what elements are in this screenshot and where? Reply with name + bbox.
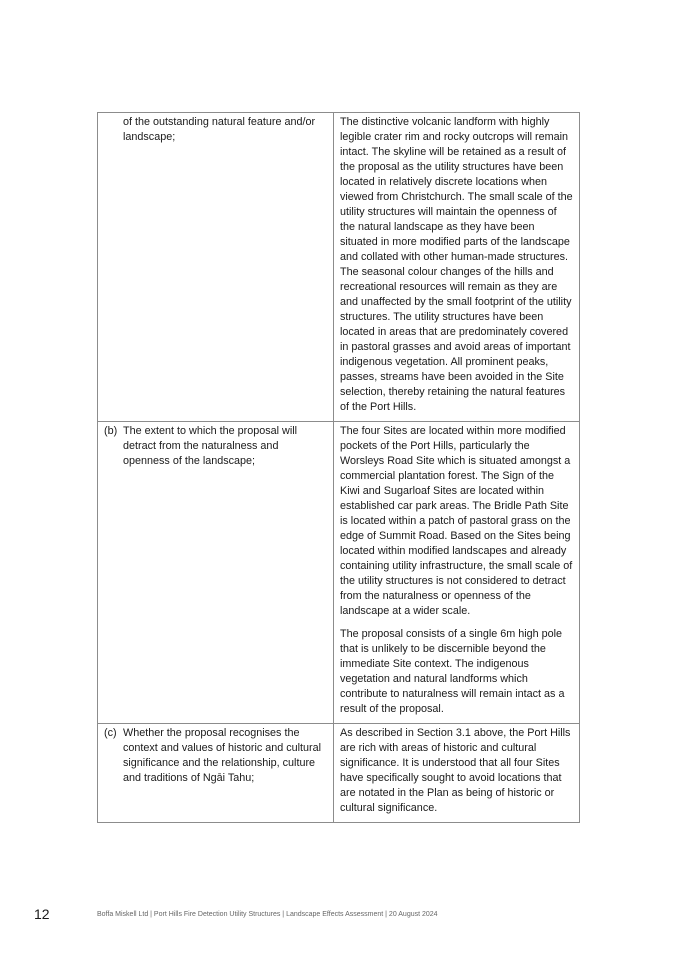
response-cell [334,113,580,422]
criterion-cell [98,113,334,422]
response-cell [334,422,580,724]
response-paragraph: The proposal consists of a single 6m high pole that is unlikely to be discernible beyond the immediate Site context. The indigenous vegetation and natural landforms which contribute to naturalness will remain intact as a result of the proposal. [340,628,565,715]
table-row [98,422,580,724]
criterion-text: of the outstanding natural feature and/or landscape; [123,116,316,143]
table-row [98,724,580,823]
response-paragraph: The distinctive volcanic landform with highly legible crater rim and rocky outcrops will remain intact. The skyline will be retained as a result of the proposal as the utility structures have been located in relatively discrete locations when viewed from Christchurch. The small scale of the utility structures will maintain the openness of the natural landscape as they have been situated in more modified parts of the landscape and collated with other human-made structures. The seasonal colour changes of the hills and recreational resources will remain as they are and unaffected by the small footprint of the utility structures. The utility structures have been located in areas that are predominately covered in pastoral grasses and avoid areas of important indigenous vegetation. All prominent peaks, passes, streams have been avoided in the Site selection, thereby retaining the natural features of the Port Hills. [340,116,573,413]
response-paragraph: As described in Section 3.1 above, the Port Hills are rich with areas of historic and cultural significance. It is understood that all four Sites have specifically sought to avoid locations that are notated in the Plan as being of historic or cultural significance. [340,727,571,814]
criterion [104,115,327,145]
assessment-criteria-table [97,112,580,823]
page-number: 12 [34,906,50,922]
criterion-text: Whether the proposal recognises the context and values of historic and cultural significance and the relationship, culture and traditions of Ngāi Tahu; [123,727,322,784]
criterion-text: The extent to which the proposal will detract from the naturalness and openness of the landscape; [123,425,298,467]
criterion [104,424,327,469]
criterion-letter: (b) [104,425,118,437]
criterion [104,726,327,786]
criterion-cell [98,422,334,724]
response-cell [334,724,580,823]
criterion-cell [98,724,334,823]
response-paragraph: The four Sites are located within more modified pockets of the Port Hills, particularly the Worsleys Road Site which is situated amongst a commercial plantation forest. The Sign of the Kiwi and Sugarloaf Sites are located within established car park areas. The Bridle Path Site is located within a patch of pastoral grass on the edge of Summit Road. Based on the Sites being located within modified landscapes and already containing utility infrastructure, the small scale of the utility structures is not considered to detract from the naturalness or openness of the landscape at a wider scale. [340,425,573,617]
criterion-letter: (c) [104,727,117,739]
footer-text: Boffa Miskell Ltd | Port Hills Fire Detection Utility Structures | Landscape Effects Assessment | 20 August 2024 [97,911,438,918]
table-row [98,113,580,422]
